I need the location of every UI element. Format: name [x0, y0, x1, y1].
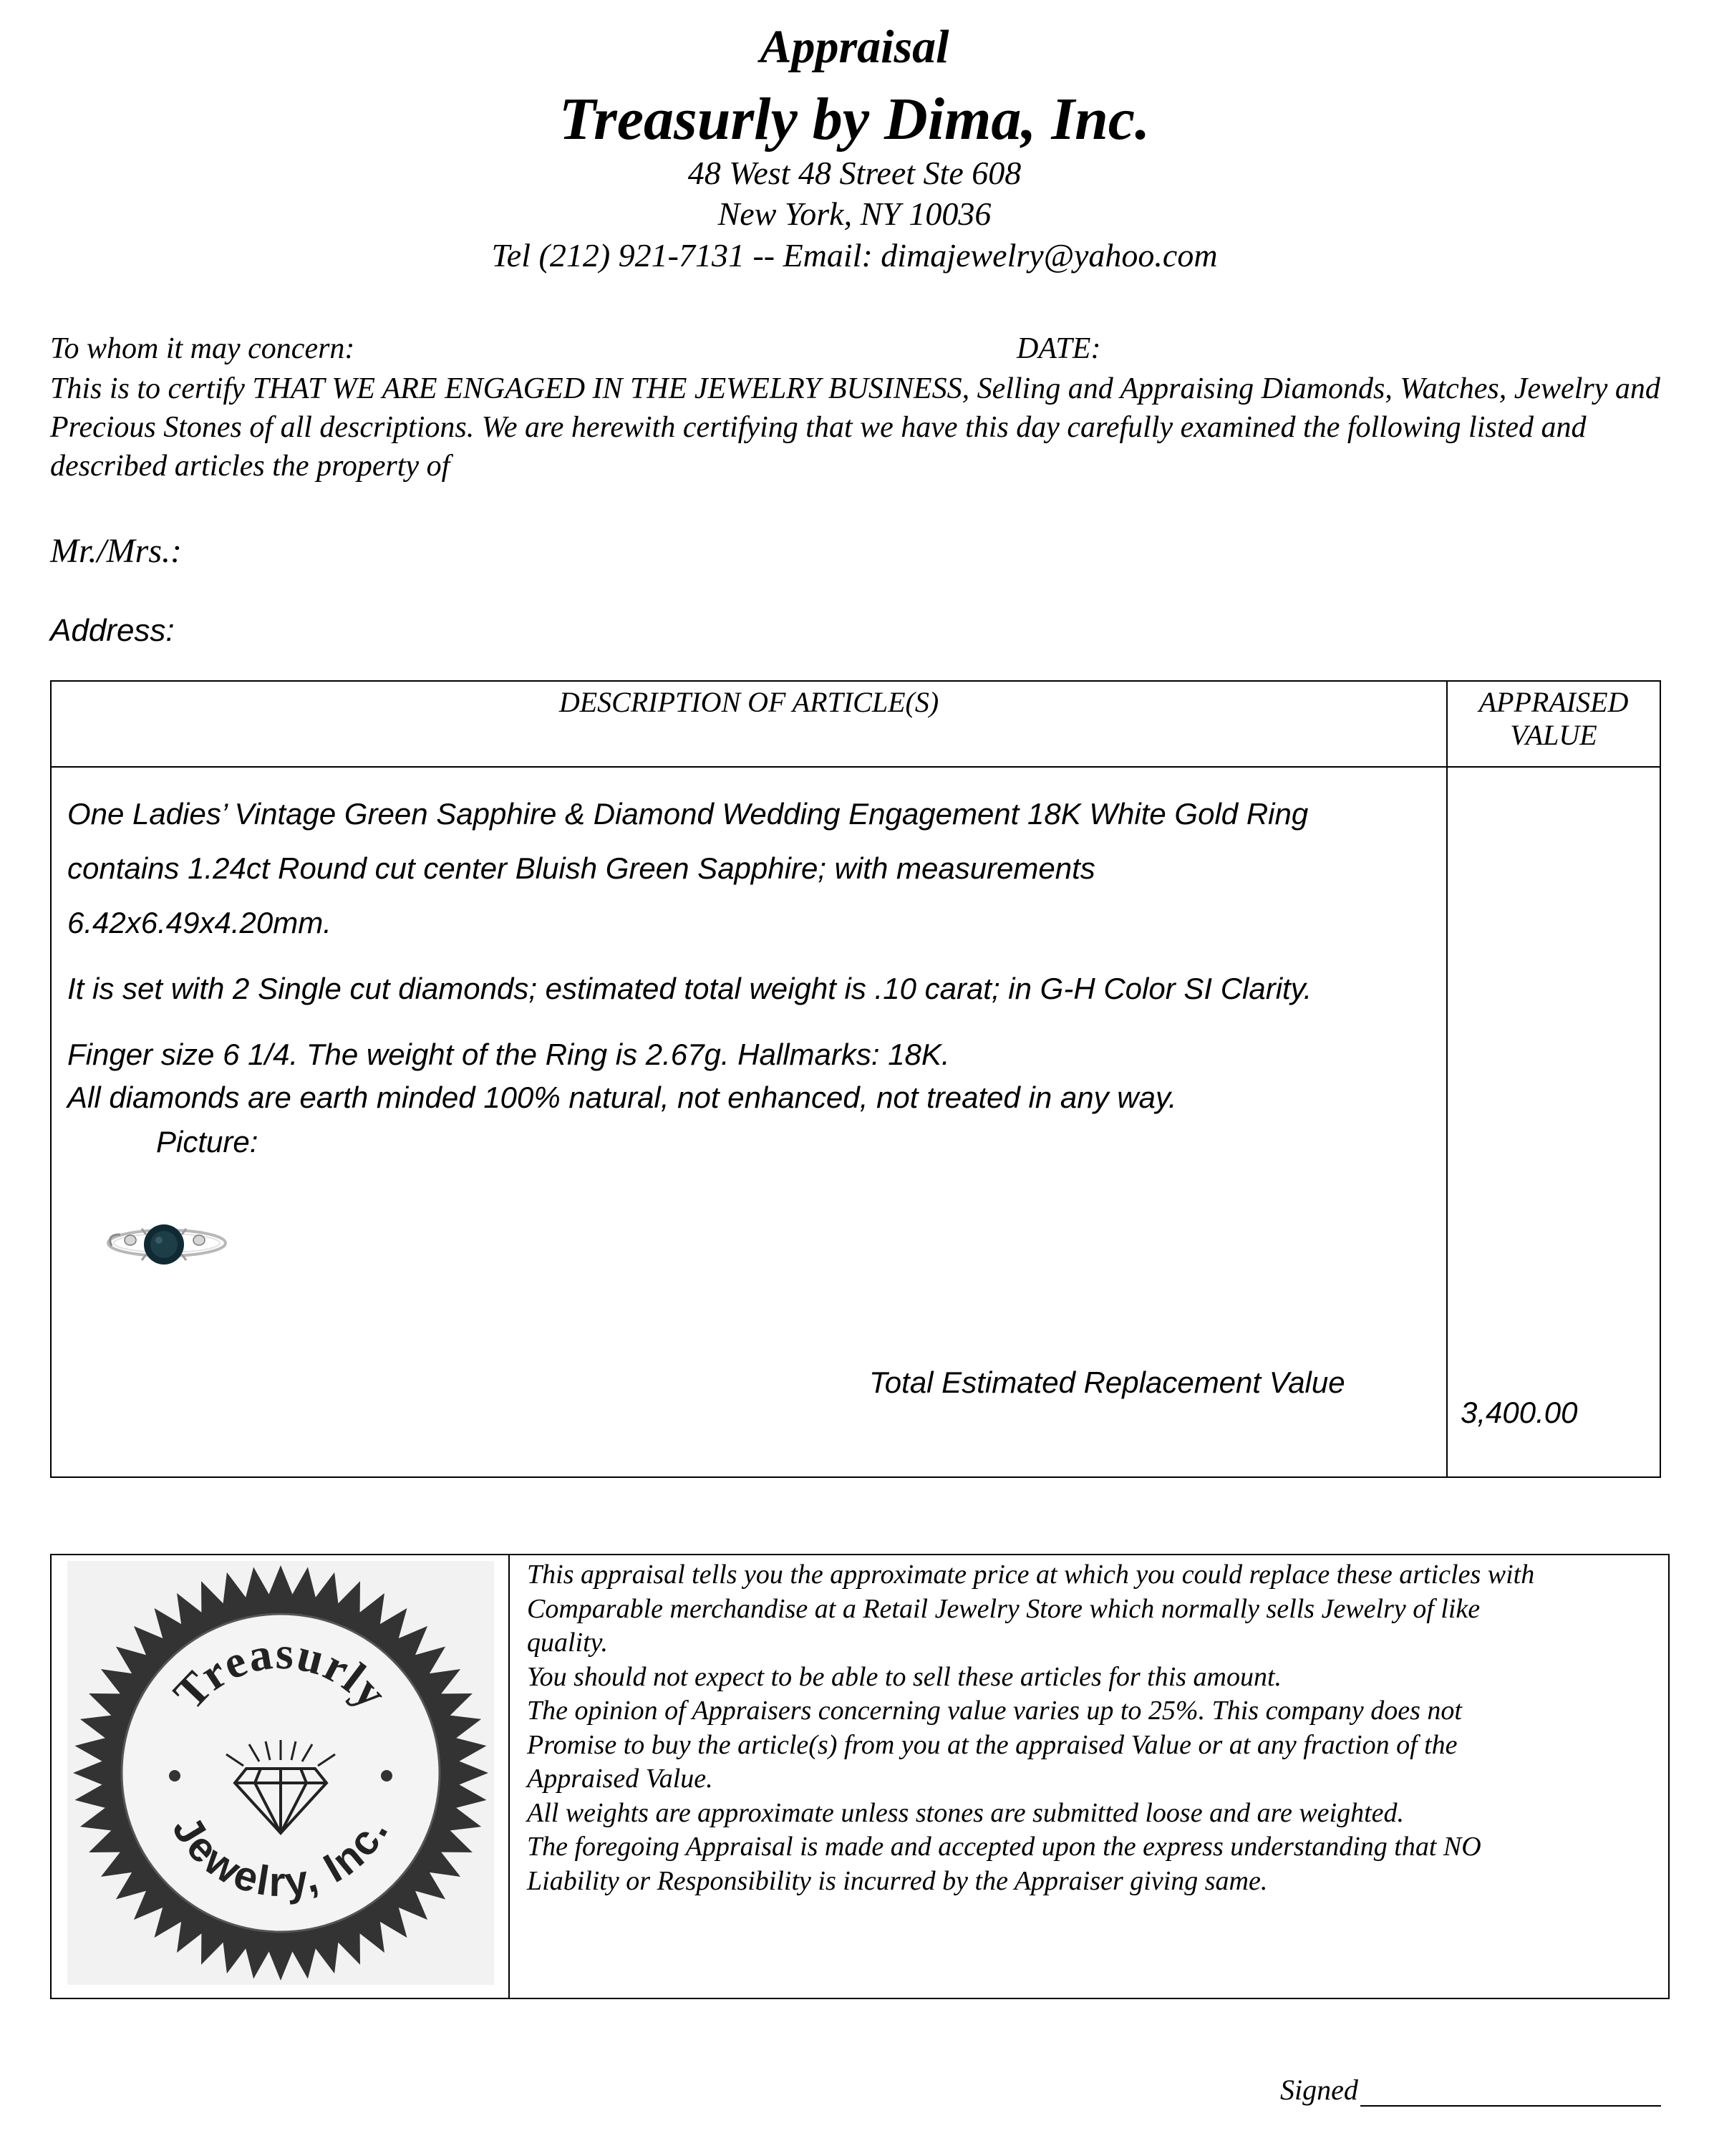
value-column-header-line1: APPRAISED [1478, 686, 1629, 718]
disclaimer-line: The foregoing Appraisal is made and accepted upon the express understanding that NO [527, 1832, 1481, 1862]
disclaimer-box [50, 1554, 1670, 1999]
owner-address-label: Address: [50, 613, 175, 648]
owner-name-label: Mr./Mrs.: [50, 532, 183, 570]
disclaimer-line: Promise to buy the article(s) from you at the appraised Value or at any fraction of the [527, 1729, 1458, 1760]
table-column-divider [1446, 682, 1448, 1476]
item-description-line1: One Ladies’ Vintage Green Sapphire & Diamond Wedding Engagement 18K White Gold Ring [67, 797, 1309, 831]
disclaimer-line: Liability or Responsibility is incurred by the Appraiser giving same. [527, 1865, 1268, 1896]
seal-top-text: Treasurly [163, 1627, 398, 1719]
description-column-header: DESCRIPTION OF ARTICLE(S) [558, 686, 939, 718]
disclaimer-line: You should not expect to be able to sell these articles for this amount. [527, 1661, 1282, 1692]
item-description-line3: 6.42x6.49x4.20mm. [67, 906, 331, 939]
article-table [50, 680, 1661, 1478]
item-description-line6: All diamonds are earth minded 100% natural, not enhanced, not treated in any way. [67, 1081, 1177, 1114]
ring-picture [99, 1213, 242, 1299]
table-header-divider [52, 766, 1660, 768]
signature-label: Signed [1280, 2074, 1358, 2106]
item-description-line2: contains 1.24ct Round cut center Bluish Green Sapphire; with measurements [67, 851, 1095, 885]
disclaimer-line: The opinion of Appraisers concerning value varies up to 25%. This company does not [527, 1696, 1462, 1726]
date-label: DATE: [1017, 332, 1101, 365]
company-name: Treasurly by Dima, Inc. [558, 86, 1151, 153]
company-address-line1: 48 West 48 Street Ste 608 [687, 155, 1022, 191]
disclaimer-line: Comparable merchandise at a Retail Jewelry Store which normally sells Jewelry of like [527, 1593, 1481, 1624]
value-column-header-line2: VALUE [1510, 719, 1597, 751]
disclaimer-line: All weights are approximate unless stones are submitted loose and are weighted. [527, 1797, 1405, 1828]
company-contact: Tel (212) 921-7131 -- Email: dimajewelry@yahoo.com [491, 237, 1218, 274]
item-description-line5: Finger size 6 1/4. The weight of the Ring is 2.67g. Hallmarks: 18K. [67, 1038, 950, 1071]
company-seal [67, 1561, 494, 1985]
document-title: Appraisal [760, 21, 949, 73]
signature-line [1360, 2105, 1661, 2107]
disclaimer-line: This appraisal tells you the approximate price at which you could replace these articles with [527, 1560, 1535, 1590]
salutation: To whom it may concern: [50, 332, 355, 365]
seal-dot-left [169, 1770, 180, 1782]
disclaimer-text [527, 1558, 1534, 1898]
disclaimer-line: Appraised Value. [527, 1764, 713, 1794]
picture-label: Picture: [156, 1125, 258, 1159]
company-address-line2: New York, NY 10036 [717, 195, 992, 232]
disclaimer-divider [508, 1555, 510, 1998]
seal-bottom-text: Jewelry, Inc. [163, 1808, 398, 1906]
total-label: Total Estimated Replacement Value [869, 1365, 1345, 1399]
disclaimer-line: quality. [527, 1628, 608, 1658]
value-column-header [1448, 686, 1660, 752]
item-description-line4: It is set with 2 Single cut diamonds; estimated total weight is .10 carat; in G-H Color SI Clarity. [67, 972, 1312, 1005]
total-value: 3,400.00 [1461, 1396, 1578, 1429]
seal-dot-right [381, 1770, 392, 1782]
certification-paragraph: This is to certify THAT WE ARE ENGAGED IN THE JEWELRY BUSINESS, Selling and Appraising Diamonds, Watches, Jewelry and Precious Stones of all descriptions. We are herewith certifying that we have this day carefully examined the following listed and described articles the property of [50, 372, 1660, 483]
